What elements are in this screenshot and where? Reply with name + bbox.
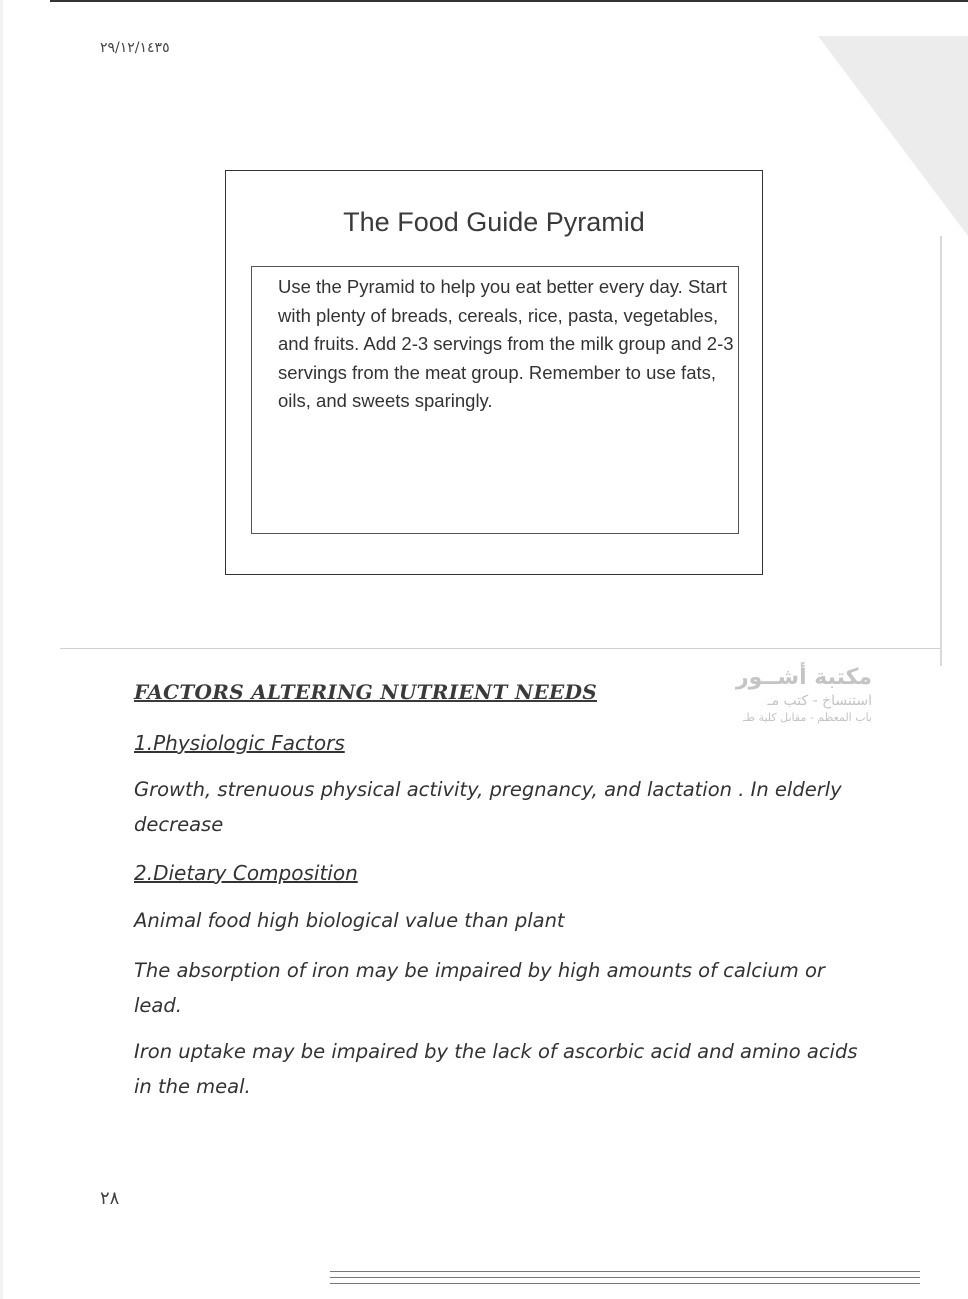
page-date: ٢٩/١٢/١٤٣٥ [100, 40, 170, 56]
pyramid-text-box [251, 266, 739, 534]
paragraph-iron-uptake: Iron uptake may be impaired by the lack of ascorbic acid and amino acids in the meal. [134, 1040, 858, 1098]
paragraph-iron-absorption: The absorption of iron may be impaired by high amounts of calcium or lead. [134, 959, 825, 1017]
scan-top-edge [50, 0, 968, 2]
stamp-line-3: باب المعظم - مقابل كلية طـ [743, 711, 872, 724]
pyramid-text: Use the Pyramid to help you eat better every day. Start with plenty of breads, cereals, rice, pasta, vegetables, and fruits. Add 2-3 servings from the milk group and 2-3 servings from the meat group. Remember to use fats, oils, and sweets sparingly. [278, 276, 734, 411]
subheading-physiologic: 1.Physiologic Factors [134, 731, 345, 755]
food-guide-pyramid-box [225, 170, 763, 575]
paragraph-physiologic: Growth, strenuous physical activity, pregnancy, and lactation . In elderly decrease [134, 778, 842, 836]
stamp-line-1: مكتبة أشــور [735, 665, 872, 690]
stamp-line-2: استنساخ - كتب مـ [767, 693, 872, 709]
section-heading: FACTORS ALTERING NUTRIENT NEEDS [134, 680, 597, 704]
page-corner-fold [818, 36, 968, 236]
scan-left-edge [0, 0, 3, 1299]
pyramid-box-title: The Food Guide Pyramid [343, 207, 645, 237]
paragraph-animal-food: Animal food high biological value than plant [134, 909, 565, 932]
library-stamp [672, 664, 872, 744]
subheading-dietary: 2.Dietary Composition [134, 861, 358, 885]
scan-right-edge [940, 236, 942, 666]
page-number: ٢٨ [100, 1188, 120, 1209]
bottom-page-edges [330, 1271, 920, 1293]
divider-line [60, 648, 940, 649]
